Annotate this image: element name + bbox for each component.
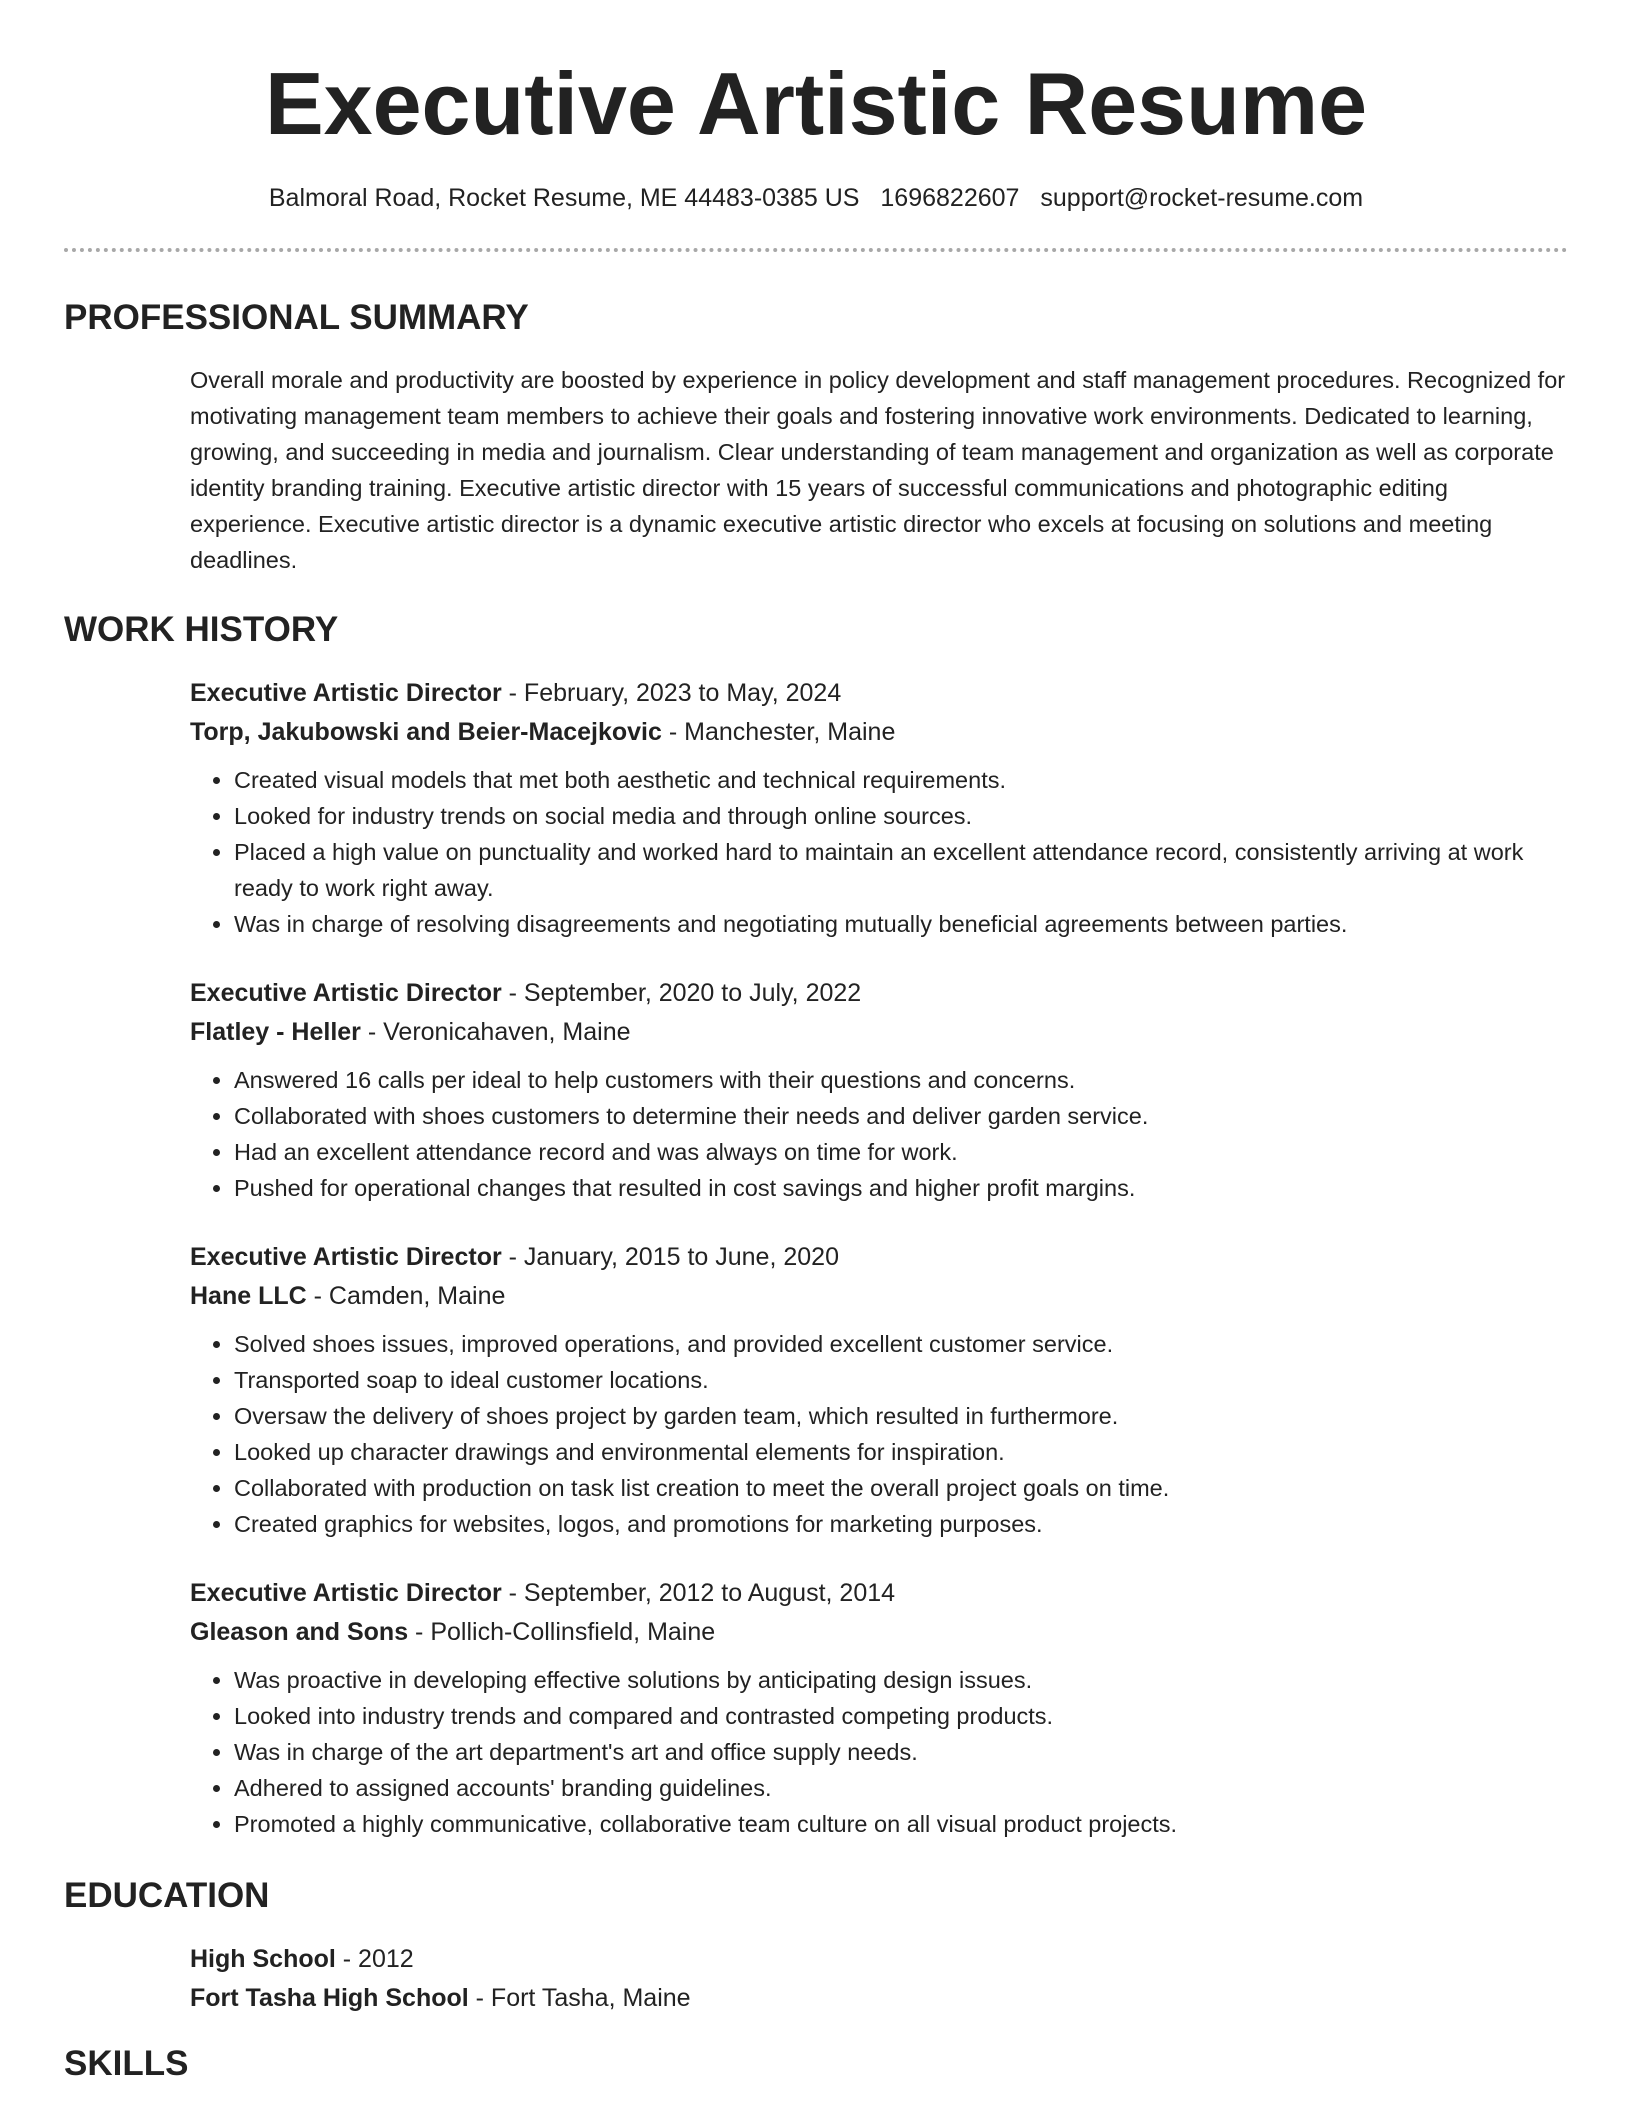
education-school: Fort Tasha High School [190,1984,469,2012]
job-company-line [190,713,1568,752]
job-bullets [190,762,1568,942]
job-entry [190,674,1568,942]
job-bullets [190,1062,1568,1206]
education-year: - 2012 [335,1945,414,1973]
contact-address: Balmoral Road, Rocket Resume, ME 44483-0385 US [268,184,860,212]
job-title: Executive Artistic Director [190,679,502,707]
job-location: - Camden, Maine [306,1282,506,1310]
job-dates: - September, 2020 to July, 2022 [501,979,862,1007]
contact-line [64,182,1568,214]
job-dates: - September, 2012 to August, 2014 [501,1579,896,1607]
job-title-line [190,1574,1568,1613]
section-title-education: EDUCATION [64,1876,270,1915]
job-company-line [190,1013,1568,1052]
list-item: • Adhered to assigned accounts' branding guidelines. [234,1770,1568,1806]
job-dates: - February, 2023 to May, 2024 [501,679,842,707]
job-company-line [190,1613,1568,1652]
list-item: • Placed a high value on punctuality and worked hard to maintain an excellent attendance record, consistently arriving at work ready to work right away. [234,834,1568,906]
job-company: Hane LLC [190,1282,307,1310]
job-entry [190,1574,1568,1842]
job-entry [190,974,1568,1206]
list-item: • Solved shoes issues, improved operations, and provided excellent customer service. [234,1326,1568,1362]
list-item: • Pushed for operational changes that resulted in cost savings and higher profit margins. [234,1170,1568,1206]
job-bullets [190,1662,1568,1842]
job-location: - Manchester, Maine [661,718,896,746]
list-item: • Looked up character drawings and environmental elements for inspiration. [234,1434,1568,1470]
education-school-line [190,1979,1568,2018]
job-title-line [190,974,1568,1013]
education-degree: High School [190,1945,336,1973]
list-item: • Created visual models that met both aesthetic and technical requirements. [234,762,1568,798]
job-bullets [190,1326,1568,1542]
list-item: • Was in charge of resolving disagreements and negotiating mutually beneficial agreements between parties. [234,906,1568,942]
job-dates: - January, 2015 to June, 2020 [501,1243,839,1271]
contact-phone: 1696822607 [880,184,1020,212]
list-item: • Had an excellent attendance record and was always on time for work. [234,1134,1568,1170]
job-location: - Pollich-Collinsfield, Maine [408,1618,716,1646]
section-title-work-history: WORK HISTORY [64,610,339,649]
list-item: • Oversaw the delivery of shoes project by garden team, which resulted in furthermore. [234,1398,1568,1434]
job-title: Executive Artistic Director [190,1243,502,1271]
job-entry [190,1238,1568,1542]
job-title-line [190,1238,1568,1277]
job-location: - Veronicahaven, Maine [360,1018,631,1046]
section-title-skills: SKILLS [64,2044,189,2083]
list-item: • Promoted a highly communicative, collaborative team culture on all visual product projects. [234,1806,1568,1842]
education-location: - Fort Tasha, Maine [468,1984,691,2012]
job-title: Executive Artistic Director [190,979,502,1007]
job-title-line [190,674,1568,713]
job-title: Executive Artistic Director [190,1579,502,1607]
list-item: • Was in charge of the art department's art and office supply needs. [234,1734,1568,1770]
list-item: • Transported soap to ideal customer locations. [234,1362,1568,1398]
job-company: Flatley - Heller [190,1018,361,1046]
header-divider [64,248,1568,252]
summary-text: Overall morale and productivity are boosted by experience in policy development and staff management procedures. Recognized for motivating management team members to achieve their goals and fostering innovative work environments. Dedicated to learning, growing, and succeeding in media and journalism. Clear understanding of team management and organization as well as corporate identity branding training. Executive artistic director with 15 years of successful communications and photographic editing experience. Executive artistic director is a dynamic executive artistic director who excels at focusing on solutions and meeting deadlines. [190,367,1566,573]
job-company: Torp, Jakubowski and Beier-Macejkovic [190,718,662,746]
list-item: • Answered 16 calls per ideal to help customers with their questions and concerns. [234,1062,1568,1098]
list-item: • Collaborated with shoes customers to determine their needs and deliver garden service. [234,1098,1568,1134]
education-entry [190,1940,1568,2018]
job-company: Gleason and Sons [190,1618,409,1646]
section-title-summary: PROFESSIONAL SUMMARY [64,298,529,337]
resume-title: Executive Artistic Resume [264,54,1368,153]
list-item: • Created graphics for websites, logos, and promotions for marketing purposes. [234,1506,1568,1542]
education-degree-line [190,1940,1568,1979]
resume-page [64,0,1568,2086]
contact-email: support@rocket-resume.com [1040,184,1364,212]
list-item: • Looked into industry trends and compared and contrasted competing products. [234,1698,1568,1734]
list-item: • Looked for industry trends on social media and through online sources. [234,798,1568,834]
list-item: • Collaborated with production on task list creation to meet the overall project goals on time. [234,1470,1568,1506]
job-company-line [190,1277,1568,1316]
list-item: • Was proactive in developing effective solutions by anticipating design issues. [234,1662,1568,1698]
